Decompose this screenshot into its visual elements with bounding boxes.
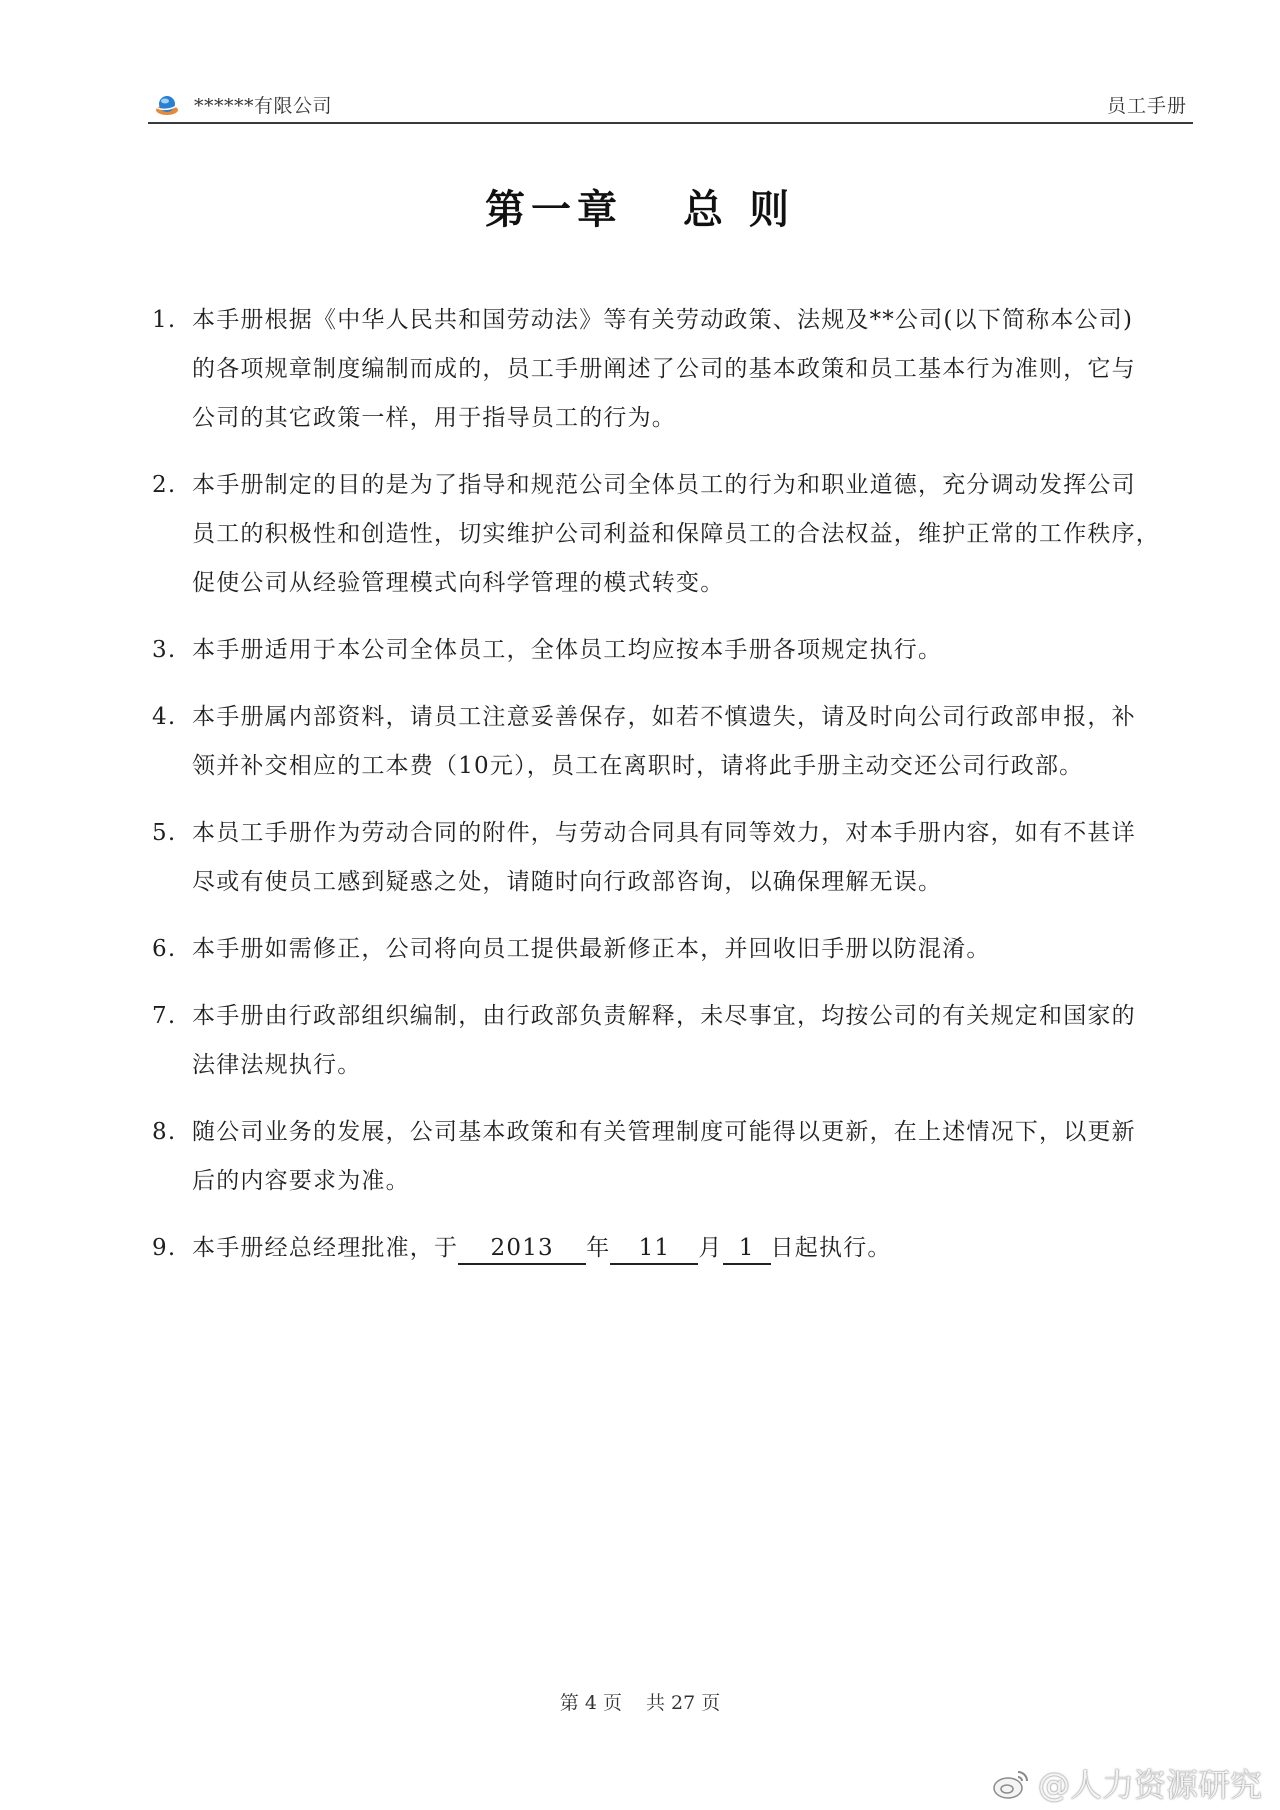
day-label: 日起执行。 [770,1235,892,1261]
year-blank: 2013 [458,1233,586,1265]
item-number: 8. [152,1119,177,1145]
item-line: 本手册适用于本公司全体员工，全体员工均应按本手册各项规定执行。 [192,637,943,663]
item-line: 本手册如需修正，公司将向员工提供最新修正本，并回收旧手册以防混淆。 [192,936,991,962]
month-blank: 11 [610,1233,698,1265]
list-item [152,693,1202,791]
globe-logo-icon [152,93,182,117]
watermark-text: @人力资源研究 [1037,1766,1262,1804]
item-number: 1. [152,307,177,333]
page-total: 共 27 页 [645,1692,721,1714]
item-line: 员工的积极性和创造性，切实维护公司利益和保障员工的合法权益，维护正常的工作秩序， [192,521,1160,547]
item-number: 4. [152,704,177,730]
item-line: 本手册根据《中华人民共和国劳动法》等有关劳动政策、法规及**公司(以下简称本公司) [192,307,1134,333]
item-line: 公司的其它政策一样，用于指导员工的行为。 [192,405,676,431]
company-name: ******有限公司 [194,95,333,117]
list-item [152,809,1202,907]
chapter-name: 总 则 [683,186,795,233]
item-number: 6. [152,936,177,962]
item-line: 法律法规执行。 [192,1052,362,1078]
item-line: 本手册制定的目的是为了指导和规范公司全体员工的行为和职业道德，充分调动发挥公司 [192,472,1136,498]
item-number: 9. [152,1235,177,1261]
chapter-title [0,178,1280,235]
article-list [152,296,1202,1291]
item-line: 本员工手册作为劳动合同的附件，与劳动合同具有同等效力，对本手册内容，如有不甚详 [192,820,1136,846]
header-left [152,91,332,118]
list-item [152,925,1202,974]
document-name: 员工手册 [1106,95,1187,117]
day-blank: 1 [723,1233,771,1265]
watermark [992,1760,1262,1806]
item-line: 后的内容要求为准。 [192,1168,410,1194]
item-line: 随公司业务的发展，公司基本政策和有关管理制度可能得以更新，在上述情况下，以更新 [192,1119,1136,1145]
item-line: 本手册属内部资料，请员工注意妥善保存，如若不慎遗失，请及时向公司行政部申报，补 [192,704,1136,730]
page-header [148,88,1193,120]
item-line: 的各项规章制度编制而成的，员工手册阐述了公司的基本政策和员工基本行为准则，它与 [192,356,1136,382]
list-item [152,296,1202,443]
page-number: 第 4 页 [559,1692,622,1714]
item-number: 3. [152,637,177,663]
item-number: 7. [152,1003,177,1029]
header-divider [148,122,1193,124]
item-line [192,1224,1202,1273]
item-number: 2. [152,472,177,498]
page-footer [0,1688,1280,1715]
effective-prefix: 本手册经总经理批准，于 [192,1235,459,1261]
item-number: 5. [152,820,177,846]
item-line: 本手册由行政部组织编制，由行政部负责解释，未尽事宜，均按公司的有关规定和国家的 [192,1003,1136,1029]
chapter-number: 第一章 [485,186,624,233]
list-item [152,461,1202,608]
item-line: 领并补交相应的工本费（10元），员工在离职时，请将此手册主动交还公司行政部。 [192,753,1084,779]
weibo-icon [992,1766,1032,1800]
item-line: 尽或有使员工感到疑惑之处，请随时向行政部咨询，以确保理解无误。 [192,869,943,895]
list-item [152,626,1202,675]
year-label: 年 [586,1235,611,1261]
list-item-effective-date [152,1224,1202,1273]
item-line: 促使公司从经验管理模式向科学管理的模式转变。 [192,570,725,596]
month-label: 月 [698,1235,723,1261]
list-item [152,1108,1202,1206]
list-item [152,992,1202,1090]
